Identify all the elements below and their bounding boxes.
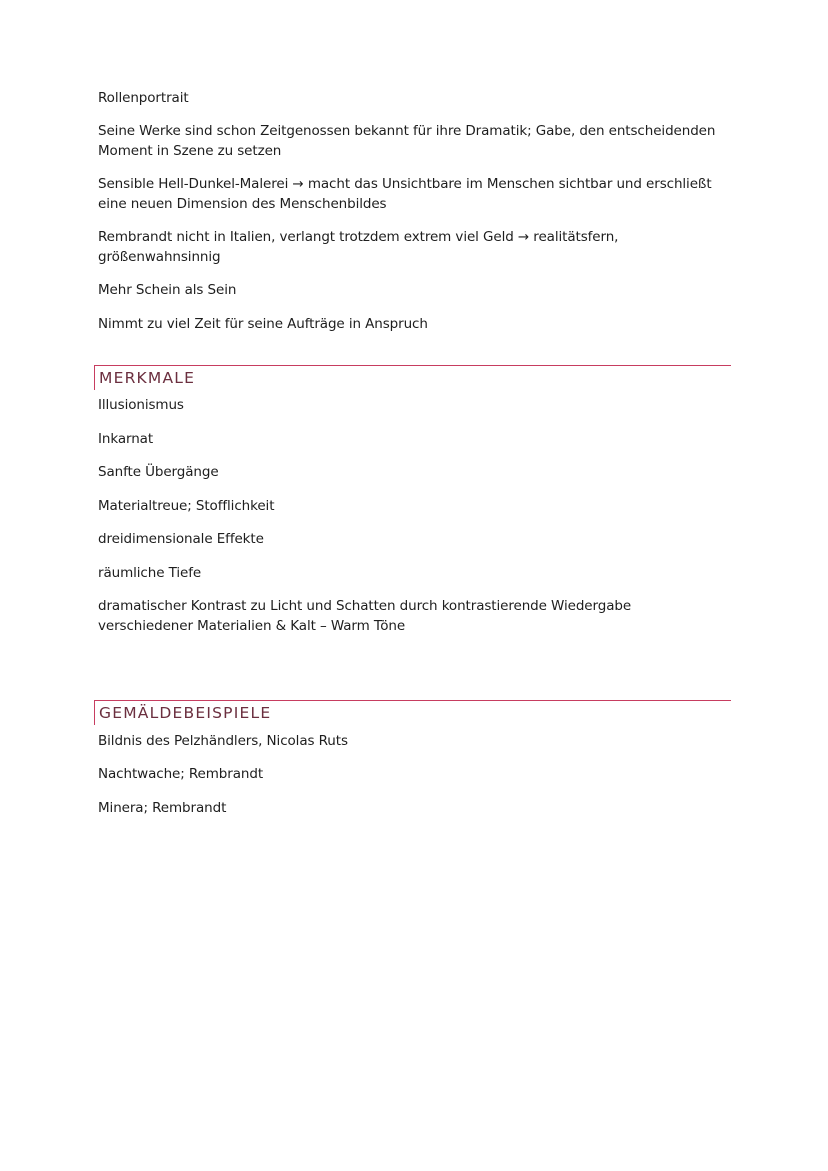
paragraph-italien: Rembrandt nicht in Italien, verlangt trotzdem extrem viel Geld → realitätsfern, größenwahnsinnig — [98, 229, 619, 265]
merkmal-item: dramatischer Kontrast zu Licht und Schatten durch kontrastierende Wiedergabe verschiedener Materialien & Kalt – Warm Töne — [98, 598, 632, 634]
beispiel-item: Minera; Rembrandt — [98, 800, 227, 816]
merkmal-item: dreidimensionale Effekte — [98, 531, 264, 547]
paragraph-hell-dunkel: Sensible Hell-Dunkel-Malerei → macht das Unsichtbare im Menschen sichtbar und erschließt eine neuen Dimension des Menschenbildes — [98, 176, 712, 212]
paragraph-schein: Mehr Schein als Sein — [98, 282, 237, 298]
merkmal-item: Illusionismus — [98, 397, 184, 413]
merkmal-item: Sanfte Übergänge — [98, 464, 219, 480]
paragraph-rollenportrait: Rollenportrait — [98, 90, 189, 106]
beispiel-item: Bildnis des Pelzhändlers, Nicolas Ruts — [98, 733, 348, 749]
merkmal-item: räumliche Tiefe — [98, 565, 202, 581]
section-heading-merkmale — [94, 365, 731, 390]
paragraph-dramatik: Seine Werke sind schon Zeitgenossen bekannt für ihre Dramatik; Gabe, den entscheidenden Moment in Szene zu setzen — [98, 123, 716, 159]
section-title-merkmale: MERKMALE — [99, 369, 196, 387]
beispiel-item: Nachtwache; Rembrandt — [98, 766, 264, 782]
merkmal-item: Materialtreue; Stofflichkeit — [98, 498, 275, 514]
merkmal-item: Inkarnat — [98, 431, 154, 447]
section-heading-gemaeldebeispiele — [94, 700, 731, 725]
section-title-gemaeldebeispiele: GEMÄLDEBEISPIELE — [99, 704, 272, 722]
paragraph-zeit: Nimmt zu viel Zeit für seine Aufträge in Anspruch — [98, 316, 428, 332]
